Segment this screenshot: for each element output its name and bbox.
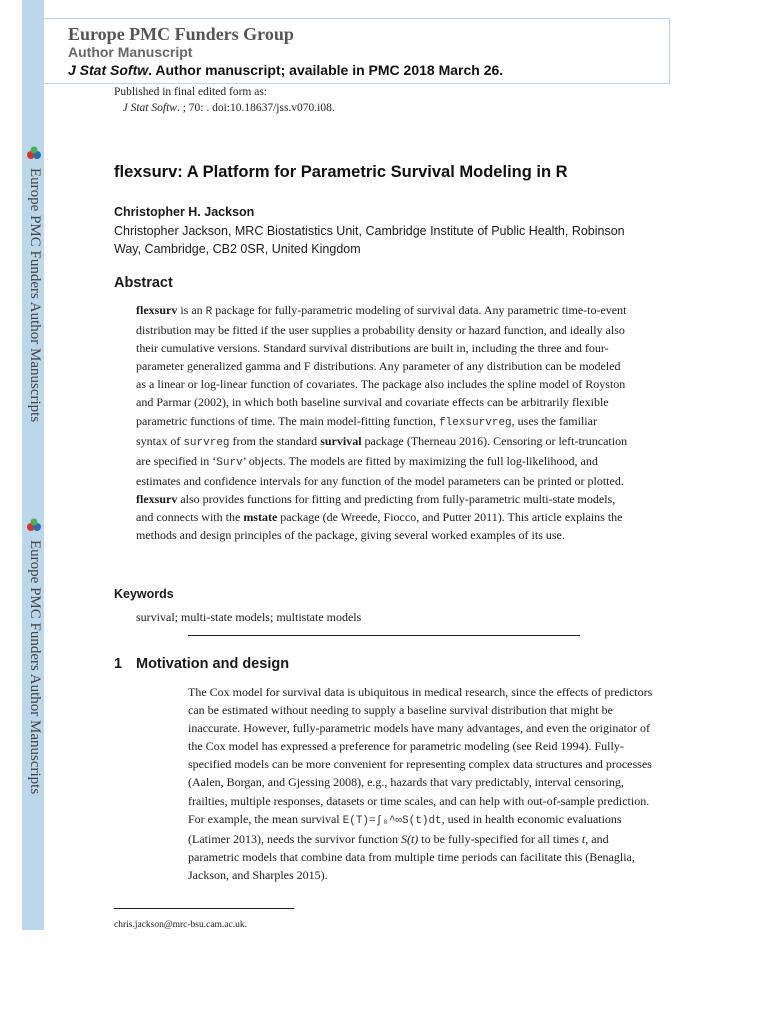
abstract-text <box>136 301 628 544</box>
abstract-segment: is an <box>177 303 206 317</box>
pkg-name: flexsurv <box>136 303 178 317</box>
abstract-segment: package for fully-parametric modeling of survival data. Any parametric time-to-event distribution may be fitted if the user supplies a probability density or hazard function, and ideally also their cumulative versions. Standard survival distributions are built in, including the three and four-parameter generalized gamma and F distributions. Any parameter of any distribution can be modeled as a linear or log-linear function of covariates. The package also includes the spline model of Royston and Parmar (2002), in which both baseline survival and covariate effects can be arbitrarily flexible parametric functions of time. The main model-fitting function, <box>136 303 627 428</box>
published-journal: J Stat Softw <box>122 102 177 114</box>
abstract-segment: package (de Wreede, Fiocco, and Putter 2011). This article explains the methods and design principles of the package, giving several worked examples of its use. <box>136 510 623 543</box>
published-line: Published in final edited form as: <box>114 86 267 98</box>
abstract-heading: Abstract <box>114 275 173 291</box>
footnote-rule <box>114 908 294 909</box>
author-affiliation: Christopher Jackson, MRC Biostatistics Unit, Cambridge Institute of Public Health, Robinson Way, Cambridge, CB2 0SR, United Kingdom <box>114 224 625 256</box>
sidebar-label: Europe PMC Funders Author Manuscripts <box>27 168 43 423</box>
abstract-segment: , uses the familiar syntax of <box>136 413 597 448</box>
abstract-segment: from the standard <box>229 433 321 448</box>
funders-group-title: Europe PMC Funders Group <box>68 24 294 44</box>
body-paragraph <box>188 683 656 884</box>
published-note <box>114 84 335 116</box>
abstract-segment: ’ objects. The models are fitted by maximizing the full log-likelihood, and estimates and confidence intervals for any function of the model parameters can be printed or plotted. <box>136 453 624 488</box>
code-flexsurvreg: flexsurvreg <box>439 416 512 429</box>
section-divider <box>188 635 580 636</box>
code-r: R <box>205 306 213 318</box>
europe-pmc-logo-icon <box>27 146 41 162</box>
published-doi[interactable]: . ; 70: . doi:10.18637/jss.v070.i08. <box>176 102 335 114</box>
section-number: 1 <box>114 656 123 672</box>
manuscript-type: Author Manuscript <box>68 44 193 60</box>
journal-name: J Stat Softw <box>68 62 149 78</box>
paragraph-segment: The Cox model for survival data is ubiquitous in medical research, since the effects of predictors can be estimated without needing to supply a baseline survival distribution that might be inaccurate. However, fully-parametric models have many advantages, and even the originator of the Cox model has expressed a preference for parametric modeling (see Reid 1994). Fully-specified models can be more convenient for representing complex data structures and processes (Aalen, Borgan, and Gjessing 2008), e.g., hazards that vary predictably, interval censoring, frailties, multiple responses, datasets or time scales, and can help with out-of-sample prediction. For example, the mean survival <box>188 685 653 826</box>
abstract-segment: package (Therneau 2016). Censoring or left-truncation are specified in ‘ <box>136 433 628 468</box>
footnote-email[interactable]: chris.jackson@mrc-bsu.cam.ac.uk. <box>114 920 247 930</box>
code-surv: Surv <box>216 456 243 469</box>
europe-pmc-logo-icon <box>27 518 41 534</box>
journal-availability <box>68 62 503 78</box>
keywords-heading: Keywords <box>114 587 174 601</box>
sidebar-label: Europe PMC Funders Author Manuscripts <box>27 540 43 795</box>
paragraph-segment: , and parametric models that combine data from multiple time periods can facilitate this (Benaglia, Jackson, and Sharples 2015). <box>188 831 635 882</box>
survivor-function: S(t) <box>400 831 419 846</box>
time-variable: t <box>581 831 586 846</box>
paragraph-segment: , used in health economic evaluations (Latimer 2013), needs the survivor function <box>188 811 622 846</box>
keywords-text: survival; multi-state models; multistate models <box>136 610 362 624</box>
section-title: Motivation and design <box>136 656 290 672</box>
article-title: flexsurv: A Platform for Parametric Survival Modeling in R <box>114 163 568 181</box>
pkg-name: flexsurv <box>136 491 178 506</box>
paragraph-segment: to be fully-specified for all times <box>418 831 582 846</box>
availability-text: . Author manuscript; available in PMC 2018 March 26. <box>148 62 504 78</box>
formula-mean-survival: E(T)=∫₀^∞S(t)dt <box>342 814 442 827</box>
abstract-segment: also provides functions for fitting and predicting from fully-parametric multi-state models, and connects with the <box>136 491 616 525</box>
pkg-survival: survival <box>320 433 362 448</box>
author-name: Christopher H. Jackson <box>114 205 255 219</box>
code-survreg: survreg <box>183 436 230 449</box>
pkg-mstate: mstate <box>243 510 278 525</box>
published-citation <box>114 100 335 116</box>
